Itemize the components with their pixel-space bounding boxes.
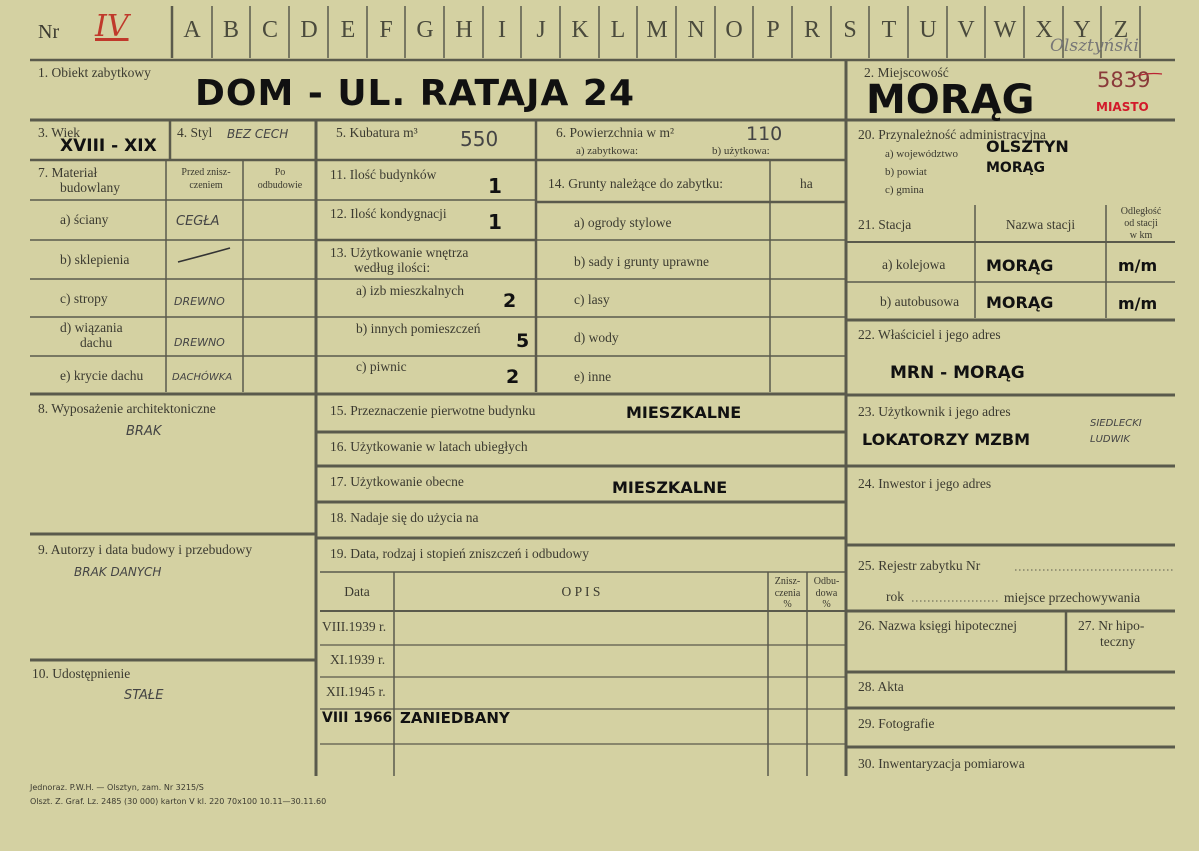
field-7-row-e-label: e) krycie dachu [60,368,144,383]
field-26-label: 26. Nazwa księgi hipotecznej [858,618,1017,633]
field-27-label-2: teczny [1100,634,1136,649]
field-30-label: 30. Inwentaryzacja pomiarowa [858,756,1025,771]
field-21-col-dist-3: w km [1129,230,1153,241]
field-16-label: 16. Użytkowanie w latach ubiegłych [330,439,528,454]
field-2-label: 2. Miejscowość [864,65,949,80]
letter-x: X [1035,17,1053,43]
field-6-label: 6. Powierzchnia w m² [556,125,675,140]
field-20-b-label: b) powiat [885,166,927,178]
field-10-label: 10. Udostępnienie [32,666,131,681]
letter-v: V [957,17,975,43]
field-7-row-b-value [190,255,191,256]
field-8-label: 8. Wyposażenie architektoniczne [38,401,216,416]
field-1-label: 1. Obiekt zabytkowy [38,65,151,80]
letter-i: I [498,17,506,43]
field-3-label: 3. Wiek [38,125,80,140]
field-20-a-label: a) województwo [885,148,959,160]
field-28-label: 28. Akta [858,679,904,694]
field-10-value: STAŁE [124,688,164,703]
field-14-row-e: e) inne [574,369,612,384]
field-11-value: 1 [488,174,502,198]
field-14-row-c: c) lasy [574,292,610,307]
field-13-b-value: 5 [516,330,530,352]
field-19-col-desc: O P I S [561,584,601,599]
field-7-row-c-label: c) stropy [60,291,108,306]
field-18-label: 18. Nadaje się do użycia na [330,510,479,525]
field-7-row-b-label: b) sklepienia [60,252,130,267]
field-23-value: LOKATORZY MZBM [862,430,1030,449]
field-17-value: MIESZKALNE [612,478,728,497]
letter-g: G [416,17,434,43]
field-21-a-value: MORĄG [986,256,1054,275]
field-19-col-rebuild-2: dowa [815,588,838,599]
field-21-b-label: b) autobusowa [880,294,960,309]
field-7-col-before-1: Przed znisz- [181,167,231,178]
letter-z: Z [1113,17,1129,43]
field-1-value: DOM - UL. RATAJA 24 [195,73,635,114]
field-20-a-value: OLSZTYN [986,137,1069,156]
letter-f: F [379,17,393,43]
footer-line-1: Jednoraz. P.W.H. — Olsztyn, zam. Nr 3215/S [30,783,204,792]
letter-n: N [687,17,705,43]
field-23-note-1: SIEDLECKI [1090,418,1142,429]
field-7-row-d-value: DREWNO [174,336,225,349]
field-21-label: 21. Stacja [858,217,912,232]
field-14-unit: ha [800,176,813,191]
nr-label: Nr [38,21,60,43]
field-22-value: MRN - MORĄG [890,363,1025,383]
field-19-col-date: Data [344,584,370,599]
letter-r: R [803,17,820,43]
field-14-row-b: b) sady i grunty uprawne [574,254,709,269]
field-19-col-damage-1: Znisz- [774,576,801,587]
field-6-value: 110 [746,123,783,145]
field-13-a-label: a) izb mieszkalnych [356,283,464,298]
field-19-col-rebuild-3: % [822,599,831,610]
field-19-row-3-date: XII.1945 r. [326,684,386,699]
letter-d: D [300,17,318,43]
letter-a: A [183,17,201,43]
nr-value: IV [95,9,129,44]
field-14-label: 14. Grunty należące do zabytku: [548,176,724,191]
field-19-row-1-date: VIII.1939 r. [322,619,387,634]
letter-s: S [843,17,857,43]
field-19-col-damage-2: czenia [774,588,801,599]
field-13-a-value: 2 [503,290,517,312]
field-7-row-e-value: DACHÓWKA [172,372,233,383]
letter-j: J [536,17,546,43]
field-7-label-2: budowlany [60,180,120,195]
letter-e: E [340,17,356,43]
field-9-label: 9. Autorzy i data budowy i przebudowy [38,542,253,557]
field-7-row-a-label: a) ściany [60,212,109,227]
letter-b: B [222,17,239,43]
letter-t: T [881,17,897,43]
letter-y: Y [1073,17,1091,43]
field-25-label: 25. Rejestr zabytku Nr [858,558,981,573]
field-12-label: 12. Ilość kondygnacji [330,206,447,221]
field-23-note-2: LUDWIK [1090,434,1130,445]
field-14-row-a: a) ogrody stylowe [574,215,672,230]
field-19-row-4-desc: ZANIEDBANY [400,709,510,727]
field-19-row-2-date: XI.1939 r. [330,652,386,667]
field-15-label: 15. Przeznaczenie pierwotne budynku [330,403,536,418]
field-17-label: 17. Użytkowanie obecne [330,474,464,489]
field-6-sub-a: a) zabytkowa: [576,145,638,157]
field-9-value: BRAK DANYCH [74,565,162,579]
field-7-col-before-2: czeniem [189,180,223,191]
field-21-b-dist: m/m [1118,294,1158,313]
field-7-label-1: 7. Materiał [38,165,98,180]
field-15-value: MIESZKALNE [626,403,742,422]
field-13-label-2: według ilości: [354,260,431,275]
field-11-label: 11. Ilość budynków [330,167,437,182]
field-7-col-after-1: Po [274,167,286,178]
field-7-row-d-label-1: d) wiązania [60,320,123,335]
field-14-row-d: d) wody [574,330,619,345]
field-4-label: 4. Styl [177,125,213,140]
field-20-b-value: MORĄG [986,160,1045,176]
field-7-row-a-value: CEGŁA [176,214,220,229]
field-27-label-1: 27. Nr hipo- [1078,618,1145,633]
field-25-rok: rok [886,589,904,604]
field-7-col-after-2: odbudowie [257,180,303,191]
field-29-label: 29. Fotografie [858,716,935,731]
letter-p: P [766,17,780,43]
field-21-col-dist-1: Odległość [1120,206,1162,217]
letter-c: C [261,17,278,43]
field-21-col-dist-2: od stacji [1124,218,1158,229]
field-6-sub-b: b) użytkowa: [712,145,770,157]
field-25-place: miejsce przechowywania [1004,590,1141,605]
field-5-label: 5. Kubatura m³ [336,125,418,140]
field-23-label: 23. Użytkownik i jego adres [858,404,1011,419]
field-4-value: BEZ CECH [227,127,289,141]
field-21-col-name: Nazwa stacji [1005,217,1076,232]
field-8-value: BRAK [126,424,162,439]
field-19-label: 19. Data, rodzaj i stopień zniszczeń i odbudowy [330,546,590,561]
field-2-stamp: MIASTO [1096,100,1149,114]
letter-m: M [646,17,668,43]
field-24-label: 24. Inwestor i jego adres [858,476,992,491]
field-7-row-c-value: DREWNO [174,295,225,308]
field-21-a-dist: m/m [1118,256,1158,275]
field-20-label: 20. Przynależność administracyjna [858,127,1046,142]
field-19-col-rebuild-1: Odbu- [813,576,840,587]
field-21-a-label: a) kolejowa [882,257,946,272]
field-13-c-label: c) piwnic [356,359,407,374]
field-19-col-damage-3: % [783,599,792,610]
letter-w: W [993,17,1017,43]
field-2-value: MORĄG [866,77,1035,123]
field-13-b-label: b) innych pomieszczeń [356,321,481,336]
letter-h: H [455,17,473,43]
corner-note: Olsztyński [1050,36,1139,56]
letter-o: O [725,17,743,43]
field-2-number: 5839 [1097,68,1151,92]
field-7-row-d-label-2: dachu [80,335,113,350]
field-3-value: XVIII - XIX [60,136,157,156]
field-21-b-value: MORĄG [986,293,1054,312]
field-20-c-label: c) gmina [885,184,924,196]
field-13-c-value: 2 [506,366,520,388]
letter-u: U [919,17,937,43]
field-22-label: 22. Właściciel i jego adres [858,327,1001,342]
field-5-value: 550 [460,127,499,151]
field-13-label-1: 13. Użytkowanie wnętrza [330,245,469,260]
field-12-value: 1 [488,210,502,234]
letter-k: K [571,17,589,43]
field-19-row-4-date: VIII 1966 [322,710,393,726]
letter-l: L [610,17,626,43]
footer-line-2: Olszt. Z. Graf. Lz. 2485 (30 000) karton V kl. 220 70x100 10.11—30.11.60 [30,797,327,806]
